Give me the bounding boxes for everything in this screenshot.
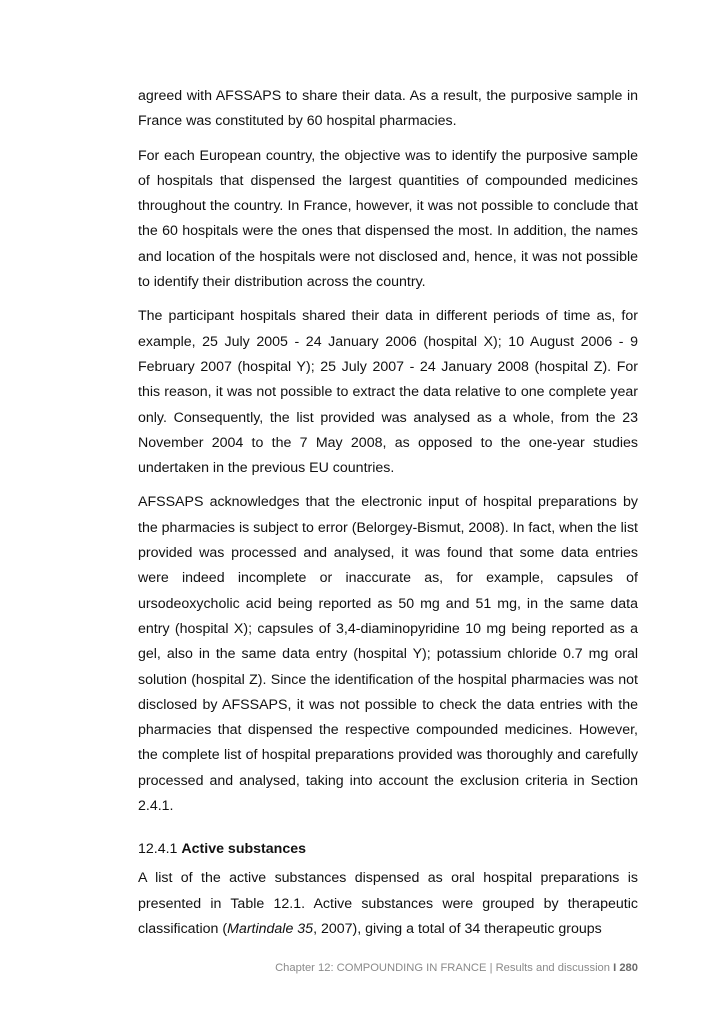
- section-number: 12.4.1: [138, 841, 178, 858]
- document-page: [138, 84, 638, 951]
- footer-chapter: Chapter 12: COMPOUNDING IN FRANCE | Results and discussion: [275, 962, 610, 974]
- paragraph-active-substances: [138, 866, 638, 942]
- page-footer: [275, 962, 638, 974]
- reference-title: Martindale 35: [227, 920, 314, 937]
- page-number: 280: [619, 962, 638, 974]
- paragraph-text-end: , 2007), giving a total of 34 therapeutic groups: [313, 920, 602, 937]
- section-title: Active substances: [181, 841, 306, 858]
- paragraph-time-periods: The participant hospitals shared their data in different periods of time as, for example, 25 July 2005 - 24 January 2006 (hospital X); 10 August 2006 - 9 February 2007 (hospital Y); 25 July 2007 - 24 January 2008 (hospital Z). For this reason, it was not possible to extract the data relative to one complete year only. Consequently, the list provided was analysed as a whole, from the 23 November 2004 to the 7 May 2008, as opposed to the one-year studies undertaken in the previous EU countries.: [138, 308, 638, 477]
- paragraph-data-errors: AFSSAPS acknowledges that the electronic input of hospital preparations by the pharmacies is subject to error (Belorgey-Bismut, 2008). In fact, when the list provided was processed and analysed, it was found that some data entries were indeed incomplete or inaccurate as, for example, capsules of ursodeoxycholic acid being reported as 50 mg and 51 mg, in the same data entry (hospital X); capsules of 3,4-diaminopyridine 10 mg being reported as a gel, also in the same data entry (hospital Y); potassium chloride 0.7 mg oral solution (hospital Z). Since the identification of the hospital pharmacies was not disclosed by AFSSAPS, it was not possible to check the data entries with the pharmacies that dispensed the respective compounded medicines. However, the complete list of hospital preparations provided was thoroughly and carefully processed and analysed, taking into account the exclusion criteria in Section 2.4.1.: [138, 494, 638, 815]
- paragraph-text-start: A list of the active substances dispensed as oral hospital preparations is presented in Table 12.1. Active substances were grouped by therapeutic classification (: [138, 870, 638, 937]
- paragraph-objective: For each European country, the objective was to identify the purposive sample of hospitals that dispensed the largest quantities of compounded medicines throughout the country. In France, however, it was not possible to conclude that the 60 hospitals were the ones that dispensed the most. In addition, the names and location of the hospitals were not disclosed and, hence, it was not possible to identify their distribution across the country.: [138, 147, 638, 291]
- paragraph-sample-intro: agreed with AFSSAPS to share their data. As a result, the purposive sample in France was constituted by 60 hospital pharmacies.: [138, 88, 638, 130]
- footer-separator: I: [613, 962, 617, 974]
- section-heading: [138, 837, 638, 862]
